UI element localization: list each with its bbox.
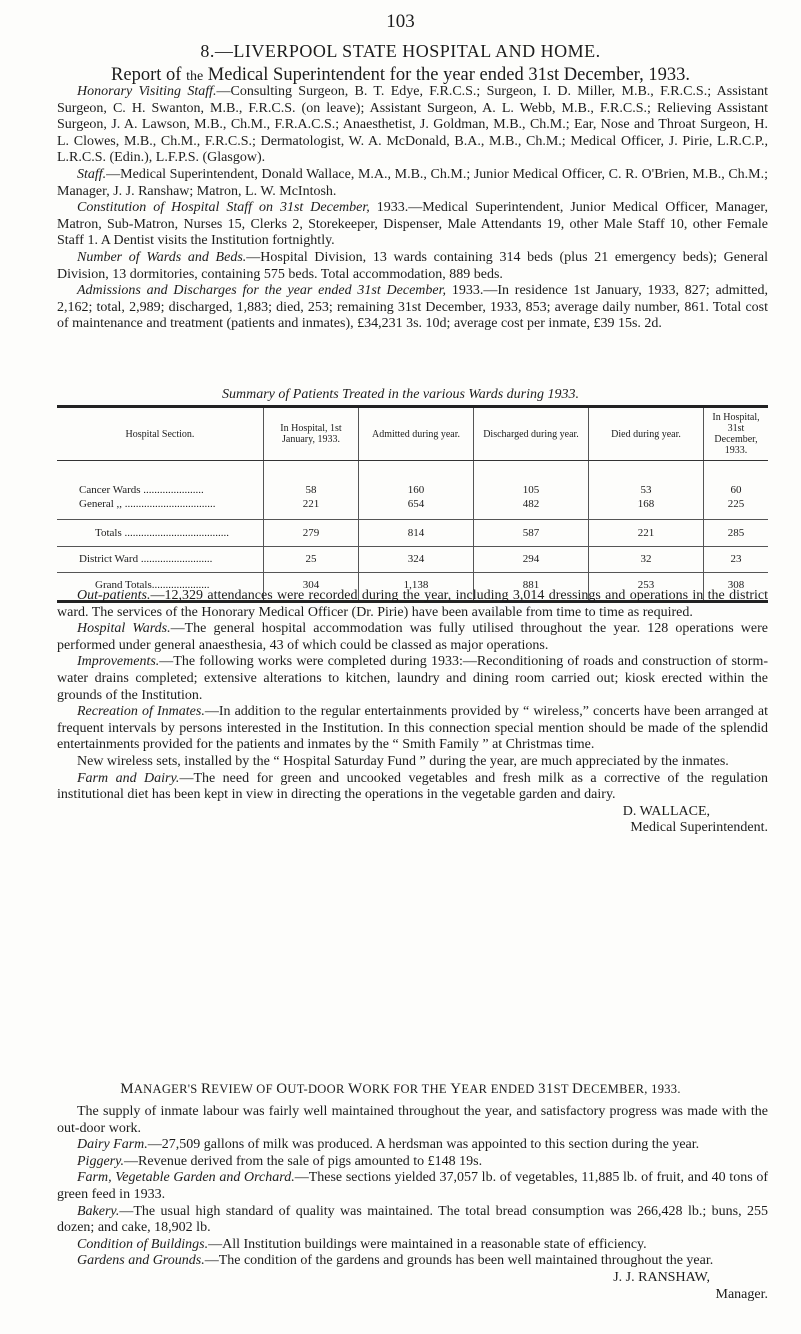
table-cell: 23: [704, 547, 769, 573]
row-label: Grand Totals.....................: [57, 573, 264, 602]
report-body-bottom: [57, 588, 768, 837]
report-body-top: [57, 84, 768, 333]
table-cell: 324: [359, 547, 474, 573]
review-body: [57, 1104, 768, 1303]
table-cell: 294: [474, 547, 589, 573]
signature-name: D. WALLACE,: [622, 803, 710, 819]
page-number: 103: [386, 11, 415, 32]
table-row: [57, 547, 768, 573]
table-cell: 221: [264, 497, 359, 520]
paragraph-recreation: Recreation of Inmates.—In addition to the regular entertainments provided by “ wireless,” concerts have been arranged at frequent intervals by persons interested in the Institution. In this connection special mention should be made of the splendid entertainments provided for the patients and inmates by the “ Smith Family ” at Christmas time.: [57, 704, 768, 753]
table-row: [57, 461, 768, 498]
table-cell: 881: [474, 573, 589, 602]
col-header-section: Hospital Section.: [57, 407, 264, 461]
table-cell: 304: [264, 573, 359, 602]
paragraph-hospital-wards: Hospital Wards.—The general hospital accommodation was fully utilised throughout the year. 128 operations were performed under general anaesthesia, 43 of which could be classed as major operations.: [57, 621, 768, 653]
paragraph-wireless: New wireless sets, installed by the “ Hospital Saturday Fund ” during the year, are much appreciated by the inmates.: [77, 753, 729, 769]
paragraph-farm-dairy: Farm and Dairy.—The need for green and uncooked vegetables and fresh milk as a corrective of the regulation institutional diet has been kept in view in directing the operations in the vegetable garden and dairy.: [57, 770, 769, 803]
paragraph-review-intro: The supply of inmate labour was fairly well maintained throughout the year, and satisfactory progress was made with the out-door work.: [57, 1104, 768, 1136]
table-cell: 58: [264, 461, 359, 498]
signature-superintendent: [57, 804, 768, 837]
paragraph-honorary-staff: Honorary Visiting Staff.—Consulting Surgeon, B. T. Edye, F.R.C.S.; Surgeon, I. D. Miller, M.B., F.R.C.S.; Assistant Surgeon, C. H. Swanton, M.B., F.R.C.S. (on leave); Assistant Surgeon, A. L. Webb, M.B., F.R.C.S.; Relieving Assistant Surgeon, J. A. Lawson, M.B., Ch.M., F.R.A.C.S.; Anaesthetist, J. Goldman, M.B., Ch.M.; Ear, Nose and Throat Surgeon, H. L. Clowes, M.B., Ch.M., F.R.C.S.; Dermatologist, W. A. McDonald, B.A., M.B., Ch.M.; Medical Officer, J. Pirie, L.R.C.P., L.R.C.S. (Edin.), L.F.P.S. (Glasgow).: [57, 84, 768, 166]
table-cell: 279: [264, 520, 359, 547]
table-row: [57, 520, 768, 547]
table-header-row: [57, 407, 768, 461]
table-cell: 814: [359, 520, 474, 547]
report-title: Report of the Medical Superintendent for the year ended 31st December, 1933.: [111, 65, 690, 85]
col-header-admitted: Admitted during year.: [359, 407, 474, 461]
table-cell: 654: [359, 497, 474, 520]
paragraph-piggery: Piggery.—Revenue derived from the sale of pigs amounted to £148 19s.: [77, 1153, 483, 1169]
paragraph-buildings: Condition of Buildings.—All Institution buildings were maintained in a reasonable state of efficiency.: [77, 1236, 647, 1252]
table-cell: 285: [704, 520, 769, 547]
paragraph-admissions: Admissions and Discharges for the year ended 31st December, 1933.—In residence 1st January, 1933, 827; admitted, 2,162; total, 2,989; discharged, 1,883; died, 253; remaining 31st December, 1933, 853; average daily number, 861. Total cost of maintenance and treatment (patients and inmates), £34,231 3s. 10d; average cost per inmate, £39 15s. 2d.: [57, 283, 768, 332]
table-cell: 225: [704, 497, 769, 520]
paragraph-outpatients: Out-patients.—12,329 attendances were recorded during the year, including 3,014 dressings and operations in the district ward. The services of the Honorary Medical Officer (Dr. Pirie) have been available from time to time as required.: [57, 588, 768, 620]
paragraph-staff: Staff.—Medical Superintendent, Donald Wallace, M.A., M.B., Ch.M.; Junior Medical Officer, C. R. O'Brien, M.B., Ch.M.; Manager, J. J. Ranshaw; Matron, L. W. McIntosh.: [57, 166, 768, 199]
table-cell: 221: [589, 520, 704, 547]
table-cell: 53: [589, 461, 704, 498]
col-header-in-hospital-jan: In Hospital, 1st January, 1933.: [264, 407, 359, 461]
table-caption: Summary of Patients Treated in the various Wards during 1933.: [222, 387, 579, 402]
table-cell: 1,138: [359, 573, 474, 602]
paragraph-wards-beds: Number of Wards and Beds.—Hospital Division, 13 wards containing 314 beds (plus 21 emergency beds); General Division, 13 dormitories, containing 575 beds. Total accommodation, 889 beds.: [57, 249, 768, 282]
table-cell: 32: [589, 547, 704, 573]
table-cell: 253: [589, 573, 704, 602]
paragraph-constitution: Constitution of Hospital Staff on 31st December, 1933.—Medical Superintendent, Junior Medical Officer, Manager, Matron, Sub-Matron, Nurses 15, Clerks 2, Storekeeper, Dispenser, Male Attendants 19, other Male Staff 10, other Female Staff 1. A Dentist visits the Institution fortnightly.: [57, 200, 768, 249]
signature-name: J. J. RANSHAW,: [613, 1269, 710, 1285]
paragraph-bakery: Bakery.—The usual high standard of quality was maintained. The total bread consumption was 266,428 lb.; buns, 255 dozen; and cake, 18,902 lb.: [57, 1203, 768, 1236]
table-cell: 308: [704, 573, 769, 602]
signature-manager: [57, 1270, 768, 1303]
table-cell: 587: [474, 520, 589, 547]
table-cell: 160: [359, 461, 474, 498]
paragraph-improvements: Improvements.—The following works were completed during 1933:—Reconditioning of roads and construction of storm-water drains completed; extensive alterations to kitchen, laundry and dining room carried out; kiosk erected within the grounds of the Institution.: [57, 654, 768, 703]
table-cell: 60: [704, 461, 769, 498]
col-header-in-hospital-dec: In Hospital, 31st December, 1933.: [704, 407, 769, 461]
section-heading: 8.—LIVERPOOL STATE HOSPITAL AND HOME.: [200, 41, 601, 61]
paragraph-dairy-farm: Dairy Farm.—27,509 gallons of milk was produced. A herdsman was appointed to this section during the year.: [77, 1137, 700, 1153]
paragraph-farm-garden-orchard: Farm, Vegetable Garden and Orchard.—These sections yielded 37,057 lb. of vegetables, 11,885 lb. of fruit, and 40 tons of green feed in 1933.: [57, 1170, 768, 1202]
row-label: District Ward ..........................: [57, 547, 264, 573]
row-label: General ,, .................................: [79, 498, 216, 510]
table-cell: 25: [264, 547, 359, 573]
table-cell: 168: [589, 497, 704, 520]
paragraph-gardens: Gardens and Grounds.—The condition of the gardens and grounds has been well maintained throughout the year.: [77, 1253, 714, 1269]
row-label: Cancer Wards ......................: [79, 484, 204, 496]
table-cell: 105: [474, 461, 589, 498]
review-title: MANAGER'S REVIEW OF OUT-DOOR WORK FOR THE YEAR ENDED 31ST DECEMBER, 1933.: [120, 1081, 681, 1097]
row-label: Totals ......................................: [57, 520, 264, 547]
signature-title: Manager.: [715, 1286, 768, 1302]
summary-table: [57, 405, 768, 603]
col-header-discharged: Discharged during year.: [474, 407, 589, 461]
table-row: [57, 497, 768, 520]
col-header-died: Died during year.: [589, 407, 704, 461]
signature-title: Medical Superintendent.: [630, 820, 768, 836]
table-cell: 482: [474, 497, 589, 520]
